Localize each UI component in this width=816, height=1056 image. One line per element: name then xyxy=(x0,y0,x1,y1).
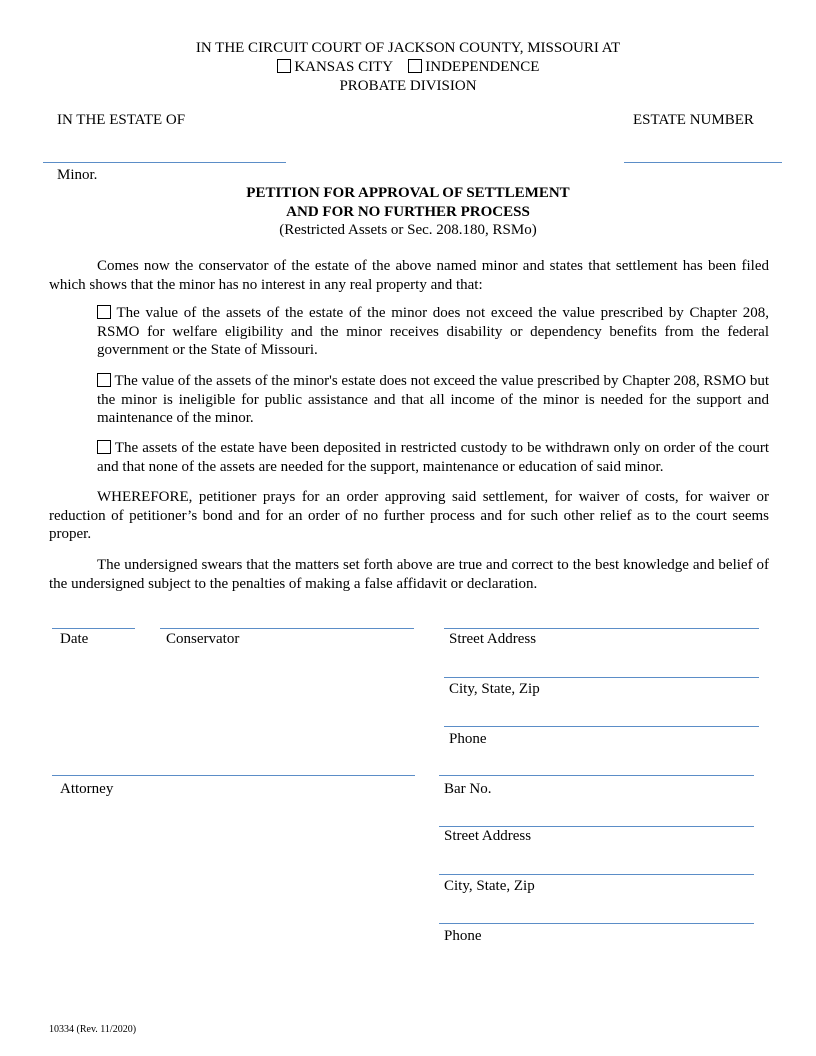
independence-label: INDEPENDENCE xyxy=(425,59,540,75)
division-heading: PROBATE DIVISION xyxy=(339,78,477,94)
petition-subtitle: (Restricted Assets or Sec. 208.180, RSMo) xyxy=(279,222,537,238)
city-state-zip-field[interactable] xyxy=(444,677,759,678)
option-3-checkbox[interactable] xyxy=(97,440,111,454)
date-label: Date xyxy=(60,631,89,647)
city-state-zip-label: City, State, Zip xyxy=(449,681,540,697)
attorney-city-state-zip-field[interactable] xyxy=(439,874,754,875)
conservator-label: Conservator xyxy=(166,631,240,647)
estate-number-label: ESTATE NUMBER xyxy=(633,112,754,128)
street-address-field[interactable] xyxy=(444,628,759,629)
attorney-phone-label: Phone xyxy=(444,928,482,944)
bar-number-field[interactable] xyxy=(439,775,754,776)
attorney-label: Attorney xyxy=(60,781,114,797)
oath-paragraph: The undersigned swears that the matters set forth above are true and correct to the best knowledge and belief of the undersigned subject to the penalties of making a false affidavit or declaration. xyxy=(49,557,769,592)
attorney-signature-field[interactable] xyxy=(52,775,415,776)
option-1-text: The value of the assets of the estate of the minor does not exceed the value prescribed by Chapter 208, RSMO for welfare eligibility and the minor receives disability or dependency benefits from the federal government or the State of Missouri. xyxy=(97,305,769,358)
minor-label: Minor. xyxy=(57,167,98,183)
option-2 xyxy=(97,372,769,428)
street-address-label: Street Address xyxy=(449,631,537,647)
option-1-checkbox[interactable] xyxy=(97,305,111,319)
court-heading: IN THE CIRCUIT COURT OF JACKSON COUNTY, MISSOURI AT xyxy=(195,40,621,56)
kansas-city-checkbox[interactable] xyxy=(277,59,291,73)
estate-of-label: IN THE ESTATE OF xyxy=(57,112,186,128)
form-number: 10334 (Rev. 11/2020) xyxy=(49,1024,137,1035)
estate-number-field[interactable] xyxy=(624,162,782,163)
independence-checkbox[interactable] xyxy=(408,59,422,73)
estate-name-field[interactable] xyxy=(43,162,286,163)
wherefore-paragraph: WHEREFORE, petitioner prays for an order approving said settlement, for waiver of costs, for waiver or reduction of petitioner’s bond and for an order of no further process and for such other relief as to the court seems proper. xyxy=(49,489,769,542)
attorney-phone-field[interactable] xyxy=(439,923,754,924)
conservator-signature-field[interactable] xyxy=(160,628,414,629)
option-2-checkbox[interactable] xyxy=(97,373,111,387)
attorney-city-state-zip-label: City, State, Zip xyxy=(444,878,535,894)
attorney-street-address-field[interactable] xyxy=(439,826,754,827)
phone-field[interactable] xyxy=(444,726,759,727)
intro-paragraph: Comes now the conservator of the estate of the above named minor and states that settlement has been filed which shows that the minor has no interest in any real property and that: xyxy=(49,258,769,293)
option-2-text: The value of the assets of the minor's estate does not exceed the value prescribed by Chapter 208, RSMO but the minor is ineligible for public assistance and that all income of the minor is needed for the support and maintenance of the minor. xyxy=(97,373,769,426)
attorney-street-address-label: Street Address xyxy=(444,828,532,844)
bar-number-label: Bar No. xyxy=(444,781,492,797)
petition-title-line2: AND FOR NO FURTHER PROCESS xyxy=(286,204,530,220)
option-3-text: The assets of the estate have been deposited in restricted custody to be withdrawn only on order of the court and that none of the assets are needed for the support, maintenance or education of said minor. xyxy=(97,440,770,475)
option-1 xyxy=(97,304,769,360)
kansas-city-label: KANSAS CITY xyxy=(294,59,393,75)
phone-label: Phone xyxy=(449,731,487,747)
option-3 xyxy=(97,439,769,476)
petition-title-line1: PETITION FOR APPROVAL OF SETTLEMENT xyxy=(246,185,570,201)
location-options xyxy=(0,59,816,76)
date-field[interactable] xyxy=(52,628,135,629)
